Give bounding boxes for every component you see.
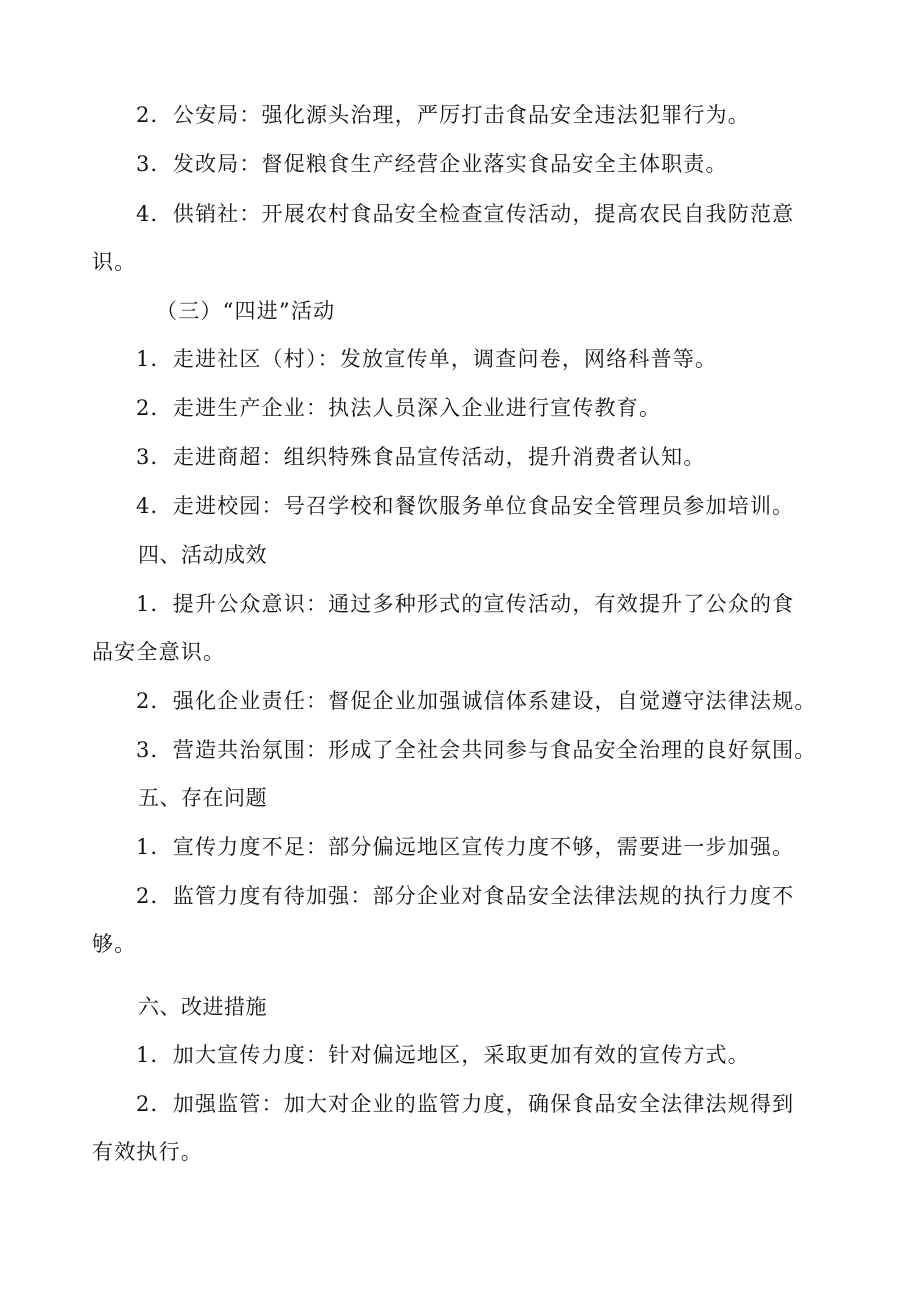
item-campus: 4．走进校园：号召学校和餐饮服务单位食品安全管理员参加培训。 [136, 494, 795, 518]
section-heading-improvements: 六、改进措施 [138, 995, 267, 1019]
item-publicity-insufficient: 1．宣传力度不足：部分偏远地区宣传力度不够，需要进一步加强。 [136, 835, 795, 859]
item-supply-marketing-cont: 识。 [92, 250, 137, 274]
item-community: 1．走进社区（村）：发放宣传单，调查问卷，网络科普等。 [136, 347, 718, 371]
item-strengthen-supervision: 2．加强监管：加大对企业的监管力度，确保食品安全法律法规得到 [136, 1092, 795, 1116]
item-public-security: 2．公安局：强化源头治理，严厉打击食品安全违法犯罪行为。 [136, 103, 750, 127]
item-co-governance: 3．营造共治氛围：形成了全社会共同参与食品安全治理的良好氛围。 [136, 738, 817, 762]
item-increase-publicity: 1．加大宣传力度：针对偏远地区，采取更加有效的宣传方式。 [136, 1043, 750, 1067]
item-supermarket: 3．走进商超：组织特殊食品宣传活动，提升消费者认知。 [136, 445, 706, 469]
item-development-reform: 3．发改局：督促粮食生产经营企业落实食品安全主体职责。 [136, 152, 728, 176]
item-strengthen-supervision-cont: 有效执行。 [92, 1140, 203, 1164]
section-heading-results: 四、活动成效 [138, 543, 267, 567]
item-public-awareness-cont: 品安全意识。 [92, 640, 226, 664]
item-supply-marketing: 4．供销社：开展农村食品安全检查宣传活动，提高农民自我防范意 [136, 202, 795, 226]
section-heading-problems: 五、存在问题 [138, 786, 267, 810]
item-supervision-weak: 2．监管力度有待加强：部分企业对食品安全法律法规的执行力度不 [136, 884, 795, 908]
subsection-four-enter: （三）“四进”活动 [156, 299, 336, 323]
item-supervision-weak-cont: 够。 [92, 932, 137, 956]
item-public-awareness: 1．提升公众意识：通过多种形式的宣传活动，有效提升了公众的食 [136, 592, 795, 616]
item-enterprise-responsibility: 2．强化企业责任：督促企业加强诚信体系建设，自觉遵守法律法规。 [136, 689, 817, 713]
item-enterprise: 2．走进生产企业：执法人员深入企业进行宣传教育。 [136, 396, 662, 420]
